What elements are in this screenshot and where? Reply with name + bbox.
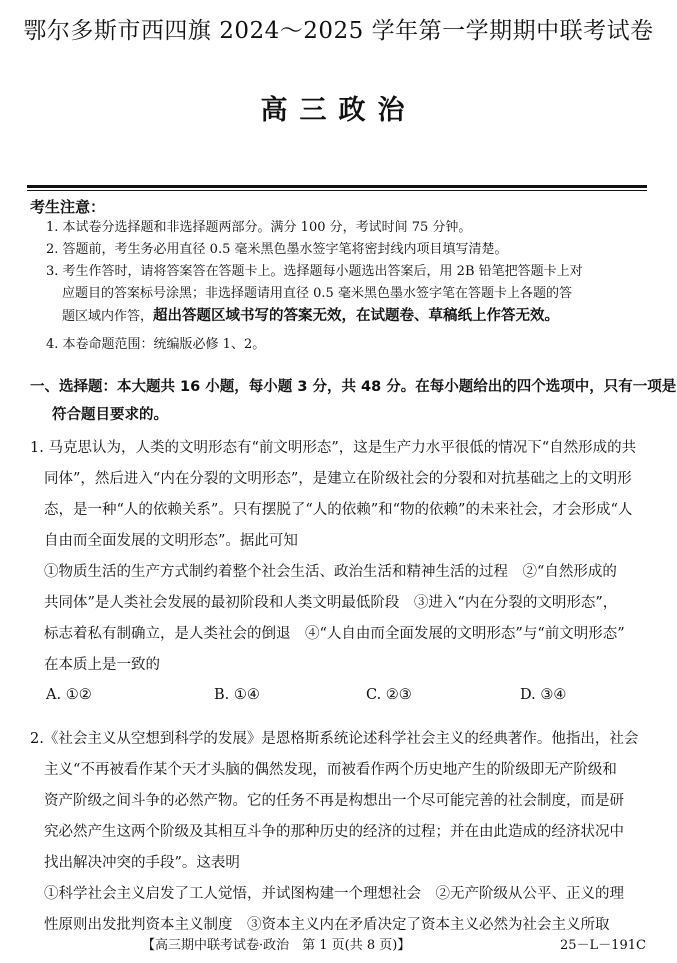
question-1 bbox=[30, 433, 650, 681]
notice-item-1: 1. 本试卷分选择题和非选择题两部分。满分 100 分，考试时间 75 分钟。 bbox=[46, 220, 472, 235]
footer-page-info: 【高三期中联考试卷·政治 第 1 页(共 8 页)】 bbox=[142, 938, 411, 953]
footer-code: 25－L－191C bbox=[560, 938, 646, 953]
question-2-line: 资产阶级之间斗争的必然产物。它的任务不再是构想出一个尽可能完善的社会制度，而是研 bbox=[44, 793, 624, 809]
question-2-line: 找出解决冲突的手段”。这表明 bbox=[44, 855, 240, 871]
exam-title: 鄂尔多斯市西四旗 2024～2025 学年第一学期期中联考试卷 bbox=[23, 18, 654, 44]
question-2-line: 主义“不再被看作某个天才头脑的偶然发现，而被看作两个历史地产生的阶级即无产阶级和 bbox=[44, 762, 617, 778]
notice-item-4: 4. 本卷命题范围：统编版必修 1、2。 bbox=[46, 337, 266, 352]
section-heading bbox=[30, 373, 677, 429]
section-heading-line1: 一、选择题：本大题共 16 小题，每小题 3 分，共 48 分。在每小题给出的四个选项中，只有一项是 bbox=[30, 379, 677, 395]
question-2-line: 2.《社会主义从空想到科学的发展》是恩格斯系统论述科学社会主义的经典著作。他指出，社会 bbox=[30, 731, 639, 747]
question-1-statement: 共同体”是人类社会发展的最初阶段和人类文明最低阶段 ③进入“内在分裂的文明形态”， bbox=[44, 595, 618, 611]
option-c: C. ②③ bbox=[366, 687, 412, 703]
question-1-line: 自由而全面发展的文明形态”。据此可知 bbox=[44, 533, 298, 549]
option-d: D. ③④ bbox=[520, 687, 567, 703]
exam-subject: 高三政治 bbox=[260, 95, 417, 126]
notice-item-3-cont: 应题目的答案标号涂黑；非选择题请用直径 0.5 毫米黑色墨水签字笔在答题卡上各题的答 bbox=[62, 286, 572, 301]
notice-item-3-cont2 bbox=[46, 305, 646, 328]
notice-list bbox=[46, 217, 646, 356]
question-1-line: 1. 马克思认为，人类的文明形态有“前文明形态”，这是生产力水平很低的情况下“自然形成的共 bbox=[30, 440, 637, 456]
notice-heading: 考生注意： bbox=[30, 198, 106, 216]
question-1-line: 同体”，然后进入“内在分裂的文明形态”，是建立在阶级社会的分裂和对抗基础之上的文明形 bbox=[44, 471, 632, 487]
notice-item-3: 3. 考生作答时，请将答案答在答题卡上。选择题每小题选出答案后，用 2B 铅笔把答题卡上对 bbox=[46, 264, 583, 279]
question-1-options bbox=[46, 687, 646, 711]
header-divider-thin bbox=[27, 190, 647, 191]
question-2-line: 究必然产生这两个阶级及其相互斗争的那种历史的经济的过程；并在由此造成的经济状况中 bbox=[44, 824, 624, 840]
option-a: A. ①② bbox=[46, 687, 92, 703]
question-2-statement: ①科学社会主义启发了工人觉悟，并试图构建一个理想社会 ②无产阶级从公平、正义的理 bbox=[44, 886, 624, 902]
header-divider-thick bbox=[27, 185, 647, 188]
notice-item-3-tail: 题区域内作答， bbox=[62, 309, 154, 324]
question-2-statement: 性原则出发批判资本主义制度 ③资本主义内在矛盾决定了资本主义必然为社会主义所取 bbox=[44, 917, 610, 933]
section-heading-line2: 符合题目要求的。 bbox=[52, 407, 168, 423]
question-1-line: 态，是一种“人的依赖关系”。只有摆脱了“人的依赖”和“物的依赖”的未来社会，才会形成“人 bbox=[44, 502, 633, 518]
question-2 bbox=[30, 724, 650, 941]
question-1-statement: 在本质上是一致的 bbox=[44, 657, 160, 673]
notice-item-2: 2. 答题前，考生务必用直径 0.5 毫米黑色墨水签字笔将密封线内项目填写清楚。 bbox=[46, 242, 508, 257]
question-1-statement: ①物质生活的生产方式制约着整个社会生活、政治生活和精神生活的过程 ②“自然形成的 bbox=[44, 564, 617, 580]
question-1-statement: 标志着私有制确立，是人类社会的倒退 ④“人自由而全面发展的文明形态”与“前文明形态” bbox=[44, 626, 625, 642]
option-b: B. ①④ bbox=[214, 687, 260, 703]
notice-warning: 超出答题区域书写的答案无效，在试题卷、草稿纸上作答无效。 bbox=[153, 308, 560, 324]
